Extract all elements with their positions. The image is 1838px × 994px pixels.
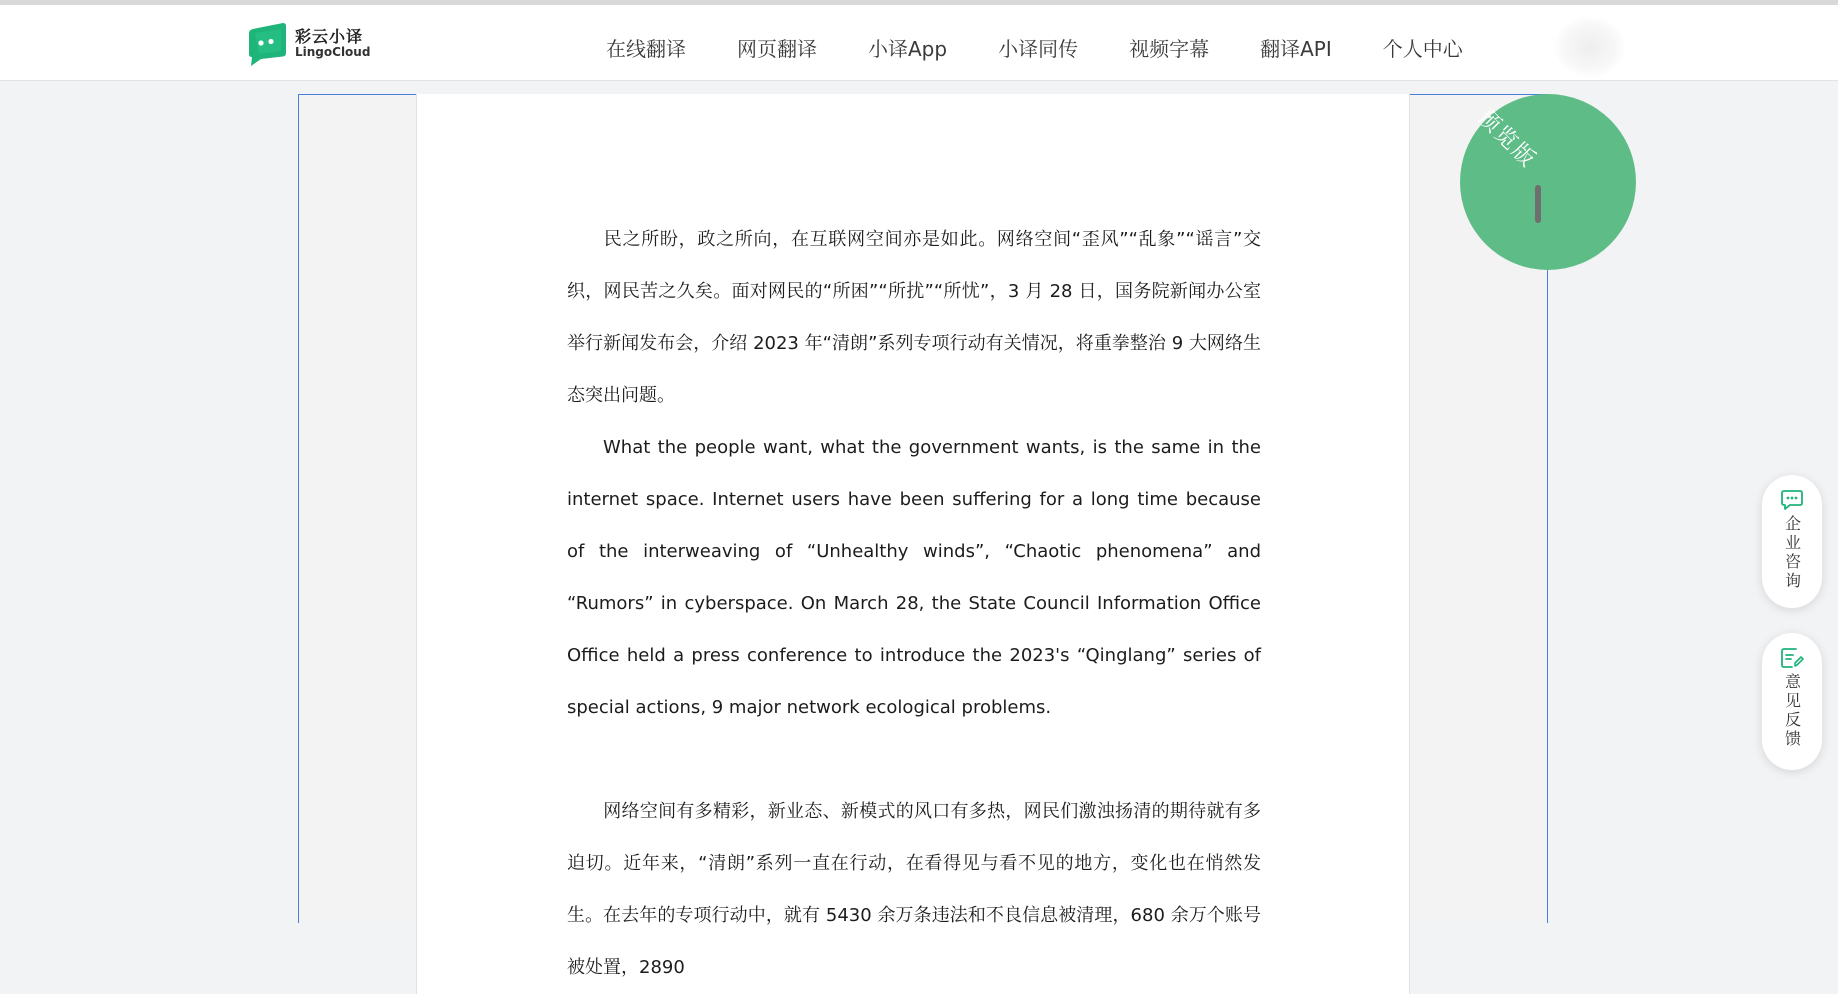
edit-icon (1780, 647, 1804, 669)
paragraph-cn-2 (567, 786, 1261, 994)
site-header (0, 5, 1838, 81)
paragraph-en-1 (567, 422, 1261, 734)
paragraph-gap (567, 734, 1261, 786)
nav-translate-api[interactable]: 翻译API (1260, 37, 1332, 61)
nav-online-translate[interactable]: 在线翻译 (606, 37, 686, 61)
paragraph-cn-1 (567, 214, 1261, 422)
paragraph-text: 网络空间有多精彩，新业态、新模式的风口有多热，网民们激浊扬清的期待就有多迫切。近年来，“清朗”系列一直在行动，在看得见与看不见的地方，变化也在悄然发生。在去年的专项行动中，就有 5430 余万条违法和不良信息被清理，680 余万个账号被处置，2890 (567, 801, 1261, 978)
nav-simultaneous[interactable]: 小译同传 (998, 37, 1079, 61)
nav-app[interactable]: 小译App (868, 37, 948, 61)
nav-video-subtitles[interactable]: 视频字幕 (1129, 37, 1210, 61)
main-nav (606, 33, 1514, 62)
ribbon-label: 预览版 (1472, 104, 1541, 174)
document-preview[interactable] (298, 94, 1548, 978)
paragraph-text: 民之所盼，政之所向，在互联网空间亦是如此。网络空间“歪风”“乱象”“谣言”交织，网民苦之久矣。面对网民的“所困”“所扰”“所忧”，3 月 28 日，国务院新闻办公室举行新闻发布会，介绍 2023 年“清朗”系列专项行动有关情况，将重拳整治 9 大网络生态突出问题。 (567, 229, 1261, 406)
lingocloud-logo-icon (247, 21, 287, 67)
chat-icon (1780, 489, 1804, 511)
feedback-label: 意见反馈 (1782, 673, 1802, 749)
document-content (567, 214, 1261, 994)
paragraph-text: What the people want, what the government wants, is the same in the internet space. Internet users have been suffering for a long time because of the interweaving of “Unhealthy winds”, “Chaotic phenomena” and “Rumors” in cyberspace. On March 28, the State Council Information Office Office held a press conference to introduce the 2023's “Qinglang” series of special actions, 9 major network ecological problems. (567, 437, 1261, 718)
nav-web-translate[interactable]: 网页翻译 (737, 37, 817, 61)
enterprise-consult-button[interactable] (1762, 475, 1822, 608)
brand-logo[interactable] (247, 21, 370, 67)
document-page (416, 94, 1410, 994)
brand-name-cn: 彩云小译 (295, 26, 364, 46)
brand-name-en: LingoCloud (295, 45, 371, 60)
feedback-button[interactable] (1762, 633, 1822, 770)
scrollbar-thumb[interactable] (1535, 185, 1541, 223)
preview-ribbon (1460, 94, 1548, 182)
avatar[interactable] (1555, 17, 1625, 77)
nav-user-center[interactable]: 个人中心 (1382, 37, 1463, 61)
enterprise-consult-label: 企业咨询 (1782, 515, 1802, 591)
